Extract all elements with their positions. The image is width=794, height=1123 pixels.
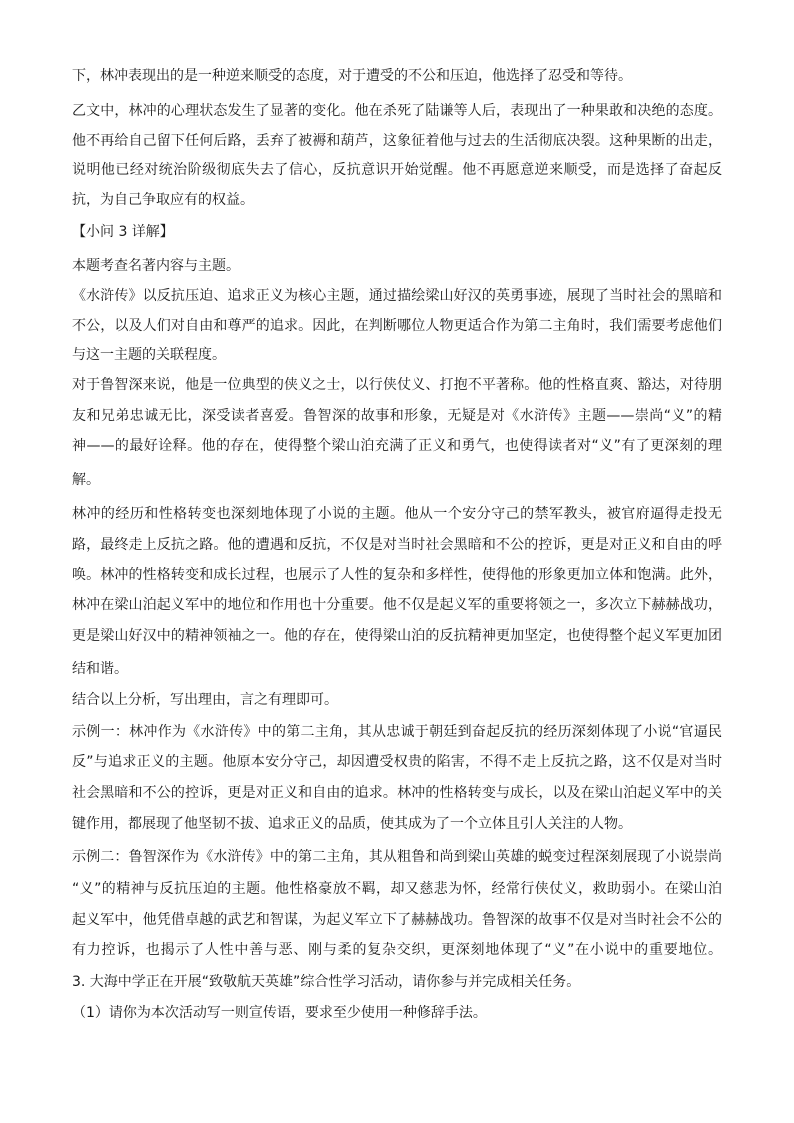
text-line: 不公，以及人们对自由和尊严的追求。因此，在判断哪位人物更适合作为第二主角时，我们需要考虑他们 [72, 318, 722, 334]
text-line: 解。 [72, 472, 100, 488]
text-line: 示例二：鲁智深作为《水浒传》中的第二主角，其从粗鲁和尚到梁山英雄的蜕变过程深刻展现了小说崇尚 [72, 849, 722, 865]
text-line: 神——的最好诠释。他的存在，使得整个梁山泊充满了正义和勇气，也使得读者对“义”有了更深刻的理 [72, 438, 722, 454]
text-line: 结和谐。 [72, 661, 128, 677]
text-line: 乙文中，林冲的心理状态发生了显著的变化。他在杀死了陆谦等人后，表现出了一种果敢和决绝的态度。 [72, 103, 722, 119]
text-line: 更是梁山好汉中的精神领袖之一。他的存在，使得梁山泊的反抗精神更加坚定，也使得整个起义军更加团 [72, 628, 722, 644]
text-line: 林冲的经历和性格转变也深刻地体现了小说的主题。他从一个安分守己的禁军教头，被官府逼得走投无 [72, 506, 722, 522]
text-line: 结合以上分析，写出理由，言之有理即可。 [72, 692, 338, 708]
question-line: （1）请你为本次活动写一则宣传语，要求至少使用一种修辞手法。 [72, 1005, 487, 1021]
text-line: 有力控诉，也揭示了人性中善与恶、刚与柔的复杂交织，更深刻地体现了“义”在小说中的重要地位。 [72, 942, 722, 958]
text-line: 社会黑暗和不公的控诉，更是对正义和自由的追求。林冲的性格转变与成长，以及在梁山泊起义军中的关 [72, 785, 722, 801]
text-line: “义”的精神与反抗压迫的主题。他性格豪放不羁，却又慈悲为怀，经常行侠仗义，救助弱小。在梁山泊 [72, 881, 722, 897]
text-line: 《水浒传》以反抗压迫、追求正义为核心主题，通过描绘梁山好汉的英勇事迹，展现了当时社会的黑暗和 [72, 288, 722, 304]
text-line: 说明他已经对统治阶级彻底失去了信心，反抗意识开始觉醒。他不再愿意逆来顺受，而是选择了奋起反 [72, 162, 722, 178]
text-line: 唤。林冲的性格转变和成长过程，也展示了人性的复杂和多样性，使得他的形象更加立体和饱满。此外， [72, 567, 722, 583]
text-line: 起义军中，他凭借卓越的武艺和智谋，为起义军立下了赫赫战功。鲁智深的故事不仅是对当时社会不公的 [72, 912, 722, 928]
text-line: 示例一：林冲作为《水浒传》中的第二主角，其从忠诚于朝廷到奋起反抗的经历深刻体现了小说“官逼民 [72, 724, 722, 740]
text-line: 与这一主题的关联程度。 [72, 347, 226, 363]
text-line: 友和兄弟忠诚无比，深受读者喜爱。鲁智深的故事和形象，无疑是对《水浒传》主题——崇尚“义”的精 [72, 408, 722, 424]
text-line: 林冲在梁山泊起义军中的地位和作用也十分重要。他不仅是起义军的重要将领之一，多次立下赫赫战功， [72, 597, 722, 613]
text-line: 他不再给自己留下任何后路，丢弃了被褥和葫芦，这象征着他与过去的生活彻底决裂。这种果断的出走， [72, 133, 722, 149]
text-line: 反”与追求正义的主题。他原本安分守己，却因遭受权贵的陷害，不得不走上反抗之路，这不仅是对当时 [72, 754, 722, 770]
text-line: 对于鲁智深来说，他是一位典型的侠义之士，以行侠仗义、打抱不平著称。他的性格直爽、豁达，对待朋 [72, 377, 722, 393]
question-line: 3. 大海中学正在开展“致敬航天英雄”综合性学习活动，请你参与并完成相关任务。 [72, 974, 581, 990]
text-line: 下，林冲表现出的是一种逆来顺受的态度，对于遭受的不公和压迫，他选择了忍受和等待。 [72, 68, 632, 84]
text-line: 路，最终走上反抗之路。他的遭遇和反抗，不仅是对当时社会黑暗和不公的控诉，更是对正义和自由的呼 [72, 537, 722, 553]
text-line: 本题考查名著内容与主题。 [72, 258, 240, 274]
section-heading: 【小问 3 详解】 [72, 224, 174, 240]
text-line: 抗，为自己争取应有的权益。 [72, 192, 254, 208]
text-line: 键作用，都展现了他坚韧不拔、追求正义的品质，使其成为了一个立体且引人关注的人物。 [72, 816, 632, 832]
